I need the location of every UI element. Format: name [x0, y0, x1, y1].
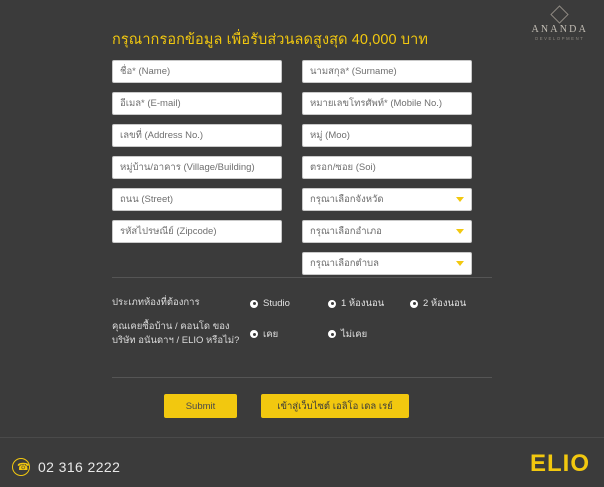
registration-form	[112, 60, 492, 284]
submit-button[interactable]: Submit	[164, 394, 237, 418]
name-input[interactable]	[112, 60, 282, 83]
village-building-input[interactable]	[112, 156, 282, 179]
option-label: 2 ห้องนอน	[423, 298, 467, 309]
province-select-value: กรุณาเลือกจังหวัด	[310, 194, 384, 205]
form-row	[112, 252, 492, 275]
form-row	[112, 60, 492, 83]
form-cell	[302, 124, 472, 147]
form-cell	[302, 188, 472, 211]
elio-logo-text: ELIO	[529, 450, 590, 477]
subdistrict-select[interactable]	[302, 252, 472, 275]
room-type-question	[112, 296, 492, 311]
address-no-input[interactable]	[112, 124, 282, 147]
soi-input[interactable]	[302, 156, 472, 179]
elio-logo	[530, 450, 590, 478]
option-label: ไม่เคย	[341, 328, 368, 340]
radio-option-no[interactable]	[328, 320, 410, 348]
room-type-options	[250, 296, 492, 311]
diamond-outline-icon	[551, 5, 569, 23]
form-cell	[112, 124, 282, 147]
form-cell	[302, 60, 472, 83]
form-cell	[112, 220, 282, 243]
form-actions	[164, 394, 409, 418]
caret-down-icon	[456, 229, 464, 234]
form-cell	[302, 92, 472, 115]
form-cell	[302, 252, 472, 275]
ananda-brand-logo	[531, 8, 588, 41]
radio-option-studio[interactable]	[250, 296, 328, 311]
province-select[interactable]	[302, 188, 472, 211]
brand-subtitle: DEVELOPMENT	[535, 36, 585, 41]
radio-icon	[410, 300, 418, 308]
moo-input[interactable]	[302, 124, 472, 147]
radio-icon	[328, 300, 336, 308]
district-select-value: กรุณาเลือกอำเภอ	[310, 226, 382, 237]
form-cell	[112, 60, 282, 83]
street-input[interactable]	[112, 188, 282, 211]
radio-option-yes[interactable]	[250, 320, 328, 348]
previous-purchase-options	[250, 320, 492, 348]
divider-top	[112, 277, 492, 278]
form-cell	[302, 156, 472, 179]
room-type-label: ประเภทห้องที่ต้องการ	[112, 297, 200, 308]
form-cell	[112, 156, 282, 179]
district-select[interactable]	[302, 220, 472, 243]
surname-input[interactable]	[302, 60, 472, 83]
radio-option-2-bedroom[interactable]	[410, 296, 492, 311]
zipcode-input[interactable]	[112, 220, 282, 243]
mobile-input[interactable]	[302, 92, 472, 115]
footer-divider	[0, 437, 604, 438]
form-row	[112, 92, 492, 115]
caret-down-icon	[456, 197, 464, 202]
form-row	[112, 220, 492, 243]
form-cell	[112, 92, 282, 115]
option-label: Studio	[263, 298, 290, 309]
form-row	[112, 124, 492, 147]
radio-option-1-bedroom[interactable]	[328, 296, 410, 311]
radio-icon	[328, 330, 336, 338]
visit-site-button[interactable]: เข้าสู่เว็บไซต์ เอลิโอ เดล เรย์	[261, 394, 409, 418]
divider-bottom	[112, 377, 492, 378]
radio-icon	[250, 300, 258, 308]
radio-icon	[250, 330, 258, 338]
email-input[interactable]	[112, 92, 282, 115]
form-row	[112, 156, 492, 179]
previous-purchase-question	[112, 320, 492, 348]
footer-phone[interactable]	[12, 458, 120, 476]
form-row	[112, 188, 492, 211]
previous-purchase-label: คุณเคยซื้อบ้าน / คอนโด ของบริษัท อนันดาฯ / ELIO หรือไม่?	[112, 321, 240, 346]
form-cell	[302, 220, 472, 243]
brand-name: ANANDA	[531, 24, 588, 35]
option-label: 1 ห้องนอน	[341, 298, 385, 309]
phone-number: 02 316 2222	[38, 459, 121, 475]
phone-icon: ☎	[12, 458, 30, 476]
subdistrict-select-value: กรุณาเลือกตำบล	[310, 258, 379, 269]
page-title: กรุณากรอกข้อมูล เพื่อรับส่วนลดสูงสุด 40,000 บาท	[112, 32, 429, 48]
option-label: เคย	[263, 328, 279, 340]
caret-down-icon	[456, 261, 464, 266]
form-cell	[112, 188, 282, 211]
